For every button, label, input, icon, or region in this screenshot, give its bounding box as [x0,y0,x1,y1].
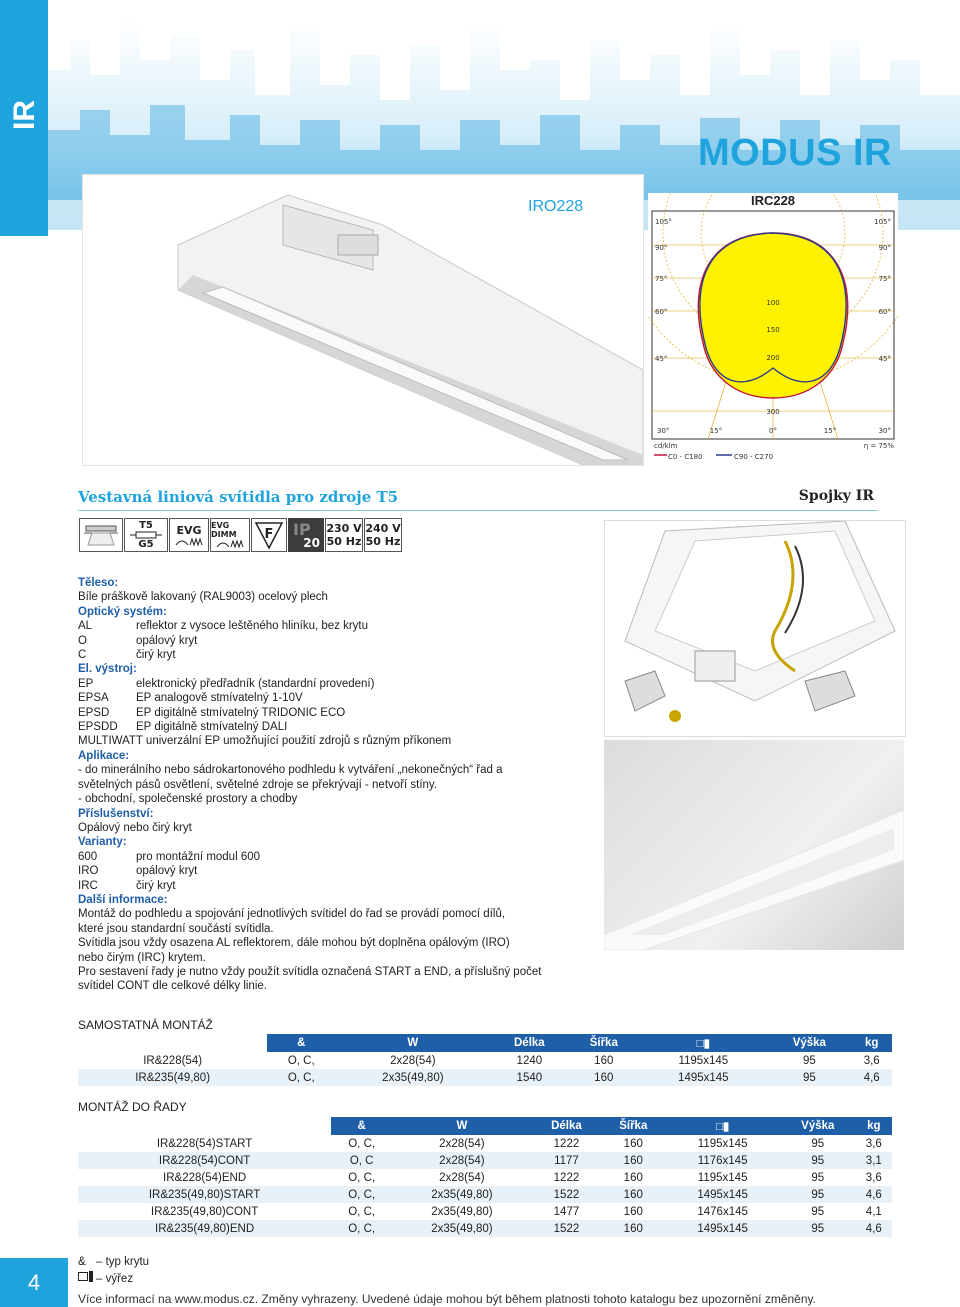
angle-bottom-0: 0° [769,427,777,435]
f-mark-label: F [264,527,274,542]
cell: IR&235(49,80)START [78,1186,331,1203]
cell: 95 [811,1205,825,1218]
ring-200: 200 [766,354,780,362]
evg-label: EVG [176,523,202,537]
product-subtitle: Vestavná liniová svítidla pro zdroje T5 [78,488,399,506]
more-info-line: svítidel CONT dle celkové délky linie. [78,980,267,993]
cell: 160 [601,1220,665,1237]
cell: 1522 [532,1220,602,1237]
page-number: 4 [0,1258,68,1307]
cell: 2x35(49,80) [392,1186,531,1203]
table2-title: MONTÁŽ DO ŘADY [78,1100,187,1114]
page-title: MODUS IR [698,132,892,174]
ip-label: IP [293,520,311,539]
col-header-watts: W [392,1117,531,1135]
cell: 1540 [491,1069,569,1086]
cell: IR&235(49,80) [78,1069,267,1086]
angle-bottom-30r: 30° [878,427,891,435]
cell: 3,1 [856,1152,892,1169]
cell: IR&228(54)START [156,1137,253,1150]
table-row [78,1152,892,1169]
more-info-line: nebo čirým (IRC) krytem. [78,951,206,964]
col-header-cutout: □▮ [639,1034,767,1052]
col-header-weight: kg [856,1117,892,1135]
cell: 95 [767,1069,851,1086]
cell: IR&235(49,80)CONT [150,1205,259,1218]
voltage-230-label: 230 V [326,522,362,535]
g5-label: G5 [138,539,154,550]
col-header-cover: & [267,1034,335,1052]
lamp-t5-g5-icon [124,518,168,552]
cell: 4,6 [851,1069,892,1086]
evg-icon [169,518,209,552]
more-info-line: Montáž do podhledu a spojování jednotlivých svítidel do řad se provádí pomocí dílů, [78,908,506,921]
cell: IR&228(54) [143,1054,203,1067]
cell: 2x28(54) [439,1171,485,1184]
optic-key: AL [78,620,93,633]
el-value: EP analogově stmívatelný 1-10V [136,692,303,705]
cutout-icon [78,1271,96,1285]
cell: O, C, [287,1054,315,1067]
cell: 4,6 [856,1186,892,1203]
cell: 1195x145 [678,1054,729,1067]
cell: 2x28(54) [439,1137,485,1150]
optic-value: čirý kryt [136,649,176,662]
cell: 95 [811,1171,825,1184]
cell: 3,6 [863,1054,880,1067]
frequency-230-label: 50 Hz [326,535,362,548]
specifications [78,576,598,994]
el-value: EP digitálně stmívatelný TRIDONIC ECO [136,706,346,719]
more-info-heading: Další informace: [78,893,168,906]
accessories-heading: Příslušenství: [78,807,154,820]
table-row [78,1186,892,1203]
cell: O, C, [348,1137,376,1150]
variant-value: opálový kryt [136,865,198,878]
application-line: světelných pásů osvětlení, světelné zdroje se překrývají - netvoří stíny. [78,778,438,791]
angle-bottom-15l: 15° [709,427,723,435]
ip-number: 20 [303,536,320,550]
legend-amp-symbol: & [78,1256,86,1268]
cell: 95 [780,1186,856,1203]
variant-value: čirý kryt [136,879,176,892]
table1-title: SAMOSTATNÁ MONTÁŽ [78,1018,213,1032]
cell: O, C, [331,1220,392,1237]
accessories-text: Opálový nebo čirý kryt [78,821,192,834]
cell: 160 [623,1171,643,1184]
col-header-height: Výška [767,1034,851,1052]
el-heading: El. výstroj: [78,663,137,676]
cell: 2x35(49,80) [431,1205,493,1218]
cell: 2x35(49,80) [392,1220,531,1237]
cell: IR&235(49,80)END [78,1220,331,1237]
cell: 160 [594,1054,614,1067]
variants-heading: Varianty: [78,836,127,849]
cell: 2x28(54) [392,1152,531,1169]
el-key: EP [78,677,94,690]
cell: 3,6 [865,1137,882,1150]
optic-heading: Optický systém: [78,605,167,618]
angle-right-45: 45° [878,355,891,363]
table-row [78,1203,892,1220]
multiwatt-text: MULTIWATT univerzální EP umožňující použití zdrojů s různým příkonem [78,735,452,748]
cell: 2x28(54) [390,1054,436,1067]
installed-photo [604,740,904,950]
cell: 1495x145 [639,1069,767,1086]
angle-left-60: 60° [655,308,668,316]
legend-cutout [78,1271,133,1285]
cell: 1240 [516,1054,543,1067]
photo-label: IRO228 [528,198,584,215]
col-header-watts: W [335,1034,490,1052]
el-key: EPSA [78,692,109,705]
angle-left-90: 90° [655,244,668,252]
col-header-cutout: □▮ [665,1117,780,1135]
col-header-length: Délka [491,1034,569,1052]
voltage-230-icon [325,518,363,552]
recessed-icon [79,518,123,552]
cell: 1495x145 [665,1220,780,1237]
evg-dimm-icon [210,518,250,552]
cell: 1522 [532,1186,602,1203]
ring-100: 100 [766,299,780,307]
cell: 3,6 [865,1171,882,1184]
evg-dimm-label: EVG DIMM [211,521,237,539]
ring-300: 300 [766,408,780,416]
col-header-cover: & [331,1117,392,1135]
col-header-name [78,1034,267,1052]
section-tab [0,0,48,236]
cell: 160 [623,1205,643,1218]
divider [78,510,878,511]
legend-c0-label: C0 - C180 [668,453,703,461]
table-row [78,1069,892,1086]
table-row [78,1135,892,1152]
angle-right-60: 60° [878,308,891,316]
table-row [78,1169,892,1186]
body-text: Bíle práškově lakovaný (RAL9003) ocelový plech [78,591,328,604]
cell: 1195x145 [697,1171,748,1184]
cell: 1477 [553,1205,580,1218]
col-header-name [78,1117,331,1135]
angle-right-75: 75° [878,275,891,283]
application-line: - do minerálního nebo sádrokartonového podhledu k vytváření „nekonečných“ řad a [78,764,503,777]
cell: O, C, [267,1069,335,1086]
optic-key: C [78,649,87,662]
t5-label: T5 [139,520,153,531]
el-value: EP digitálně stmívatelný DALI [136,721,288,734]
application-heading: Aplikace: [78,749,130,762]
spec-icons [79,518,402,552]
variant-value: pro montážní modul 600 [136,850,261,863]
col-header-length: Délka [532,1117,602,1135]
ring-150: 150 [766,326,780,334]
cell: 95 [811,1137,825,1150]
table-row [78,1220,892,1237]
polar-unit: cd/klm [654,442,678,450]
f-mark-icon [251,518,287,552]
more-info-line: Pro sestavení řady je nutno vždy použít svítidla označená START a END, a příslušný počet [78,965,542,978]
cell: 95 [802,1054,816,1067]
cell: 1476x145 [697,1205,748,1218]
cell: O, C, [348,1171,376,1184]
cell: O, C [331,1152,392,1169]
angle-left-45: 45° [655,355,668,363]
table-standalone [78,1034,892,1086]
more-info-line: Svítidla jsou vždy osazena AL reflektorem, dále mohou být doplněna opálovým (IRO) [78,937,510,950]
angle-right-90: 90° [878,244,891,252]
variant-key: 600 [78,850,98,863]
footer-note: Více informací na www.modus.cz. Změny vyhrazeny. Uvedené údaje mohou být během platnosti tohoto katalogu bez upozornění změněny. [78,1292,816,1306]
col-header-weight: kg [851,1034,892,1052]
cell: 1495x145 [665,1186,780,1203]
voltage-240-icon [364,518,402,552]
angle-left-75: 75° [655,275,668,283]
cell: 1222 [553,1137,580,1150]
body-heading: Těleso: [78,577,119,589]
angle-bottom-30l: 30° [657,427,670,435]
ip-rating-icon [288,518,324,552]
frequency-240-label: 50 Hz [365,535,401,548]
cell: 95 [780,1220,856,1237]
section-tab-label: IR [8,100,41,130]
cell: 160 [623,1137,643,1150]
cell: IR&228(54)CONT [78,1152,331,1169]
cell: 160 [601,1152,665,1169]
legend-cover-text: – typ krytu [96,1256,150,1268]
cell: 4,1 [865,1205,882,1218]
cell: 1195x145 [697,1137,748,1150]
el-value: elektronický předřadník (standardní provedení) [136,677,375,690]
cell: 2x35(49,80) [335,1069,490,1086]
cell: O, C, [331,1186,392,1203]
optic-key: O [78,634,87,647]
cell: 4,6 [856,1220,892,1237]
polar-title: IRC228 [750,193,796,208]
table-row-mount [78,1117,892,1237]
col-header-width: Šířka [601,1117,665,1135]
application-line: - obchodní, společenské prostory a chodby [78,793,298,806]
cell: 1176x145 [665,1152,780,1169]
connector-photo [604,520,906,737]
voltage-240-label: 240 V [365,522,401,535]
col-header-height: Výška [780,1117,856,1135]
col-header-width: Šířka [568,1034,639,1052]
angle-bottom-15r: 15° [823,427,837,435]
legend-cover [78,1256,149,1268]
product-photo [82,174,644,466]
legend-c90-label: C90 - C270 [734,453,774,461]
cell: 1177 [532,1152,602,1169]
el-key: EPSDD [78,721,118,734]
variant-key: IRC [78,879,98,892]
more-info-line: které jsou standardní součástí svítidla. [78,922,274,935]
cell: 95 [780,1152,856,1169]
angle-left-105: 105° [655,218,672,226]
el-key: EPSD [78,706,110,719]
cell: IR&228(54)END [163,1171,247,1184]
polar-diagram [648,193,898,463]
cell: 160 [568,1069,639,1086]
variant-key: IRO [78,865,99,878]
polar-efficiency: η = 75% [863,442,894,450]
cell: O, C, [348,1205,376,1218]
cell: 1222 [553,1171,580,1184]
optic-value: opálový kryt [136,634,198,647]
angle-right-105: 105° [874,218,891,226]
cell: 160 [601,1186,665,1203]
connectors-title: Spojky IR [798,488,874,504]
table-row [78,1052,892,1069]
legend-cutout-text: – výřez [96,1273,134,1285]
optic-value: reflektor z vysoce leštěného hliníku, bez krytu [136,620,369,633]
